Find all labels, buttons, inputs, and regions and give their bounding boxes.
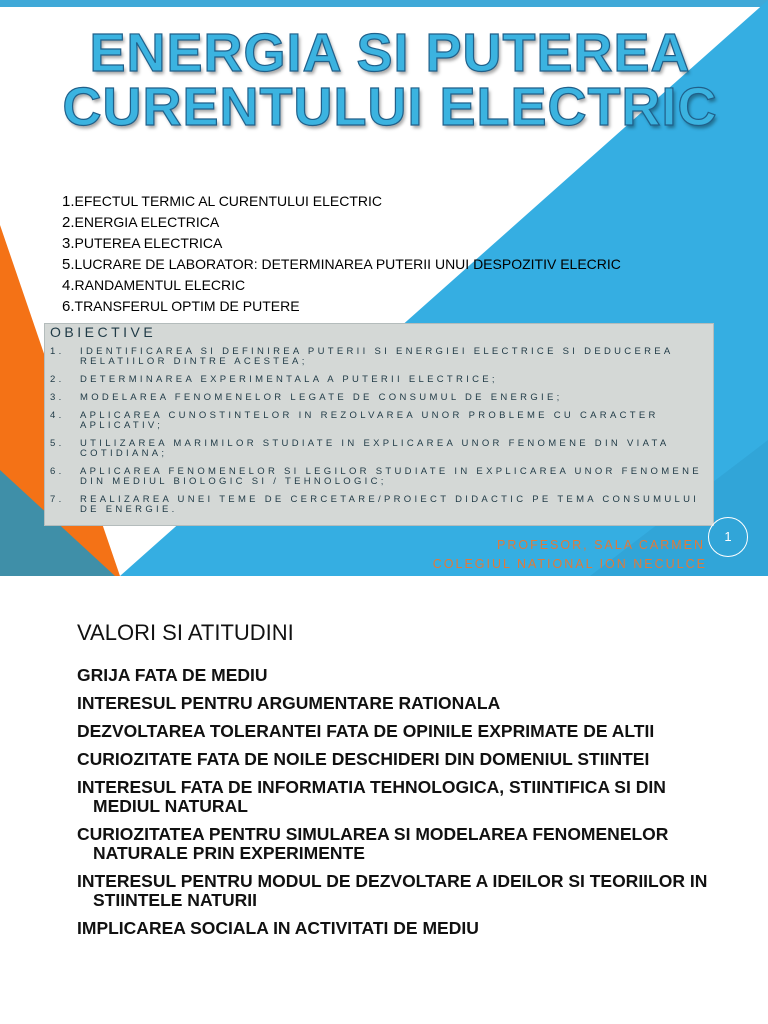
slide-2: [0, 576, 768, 1024]
objective-item: 3. MODELAREA FENOMENELOR LEGATE DE CONSUMUL DE ENERGIE;: [50, 392, 563, 403]
objective-item: 5. UTILIZAREA MARIMILOR STUDIATE IN EXPLICAREA UNOR FENOMENE DIN VIATA COTIDIANA;: [50, 438, 670, 459]
objective-item: 1. IDENTIFICAREA SI DEFINIREA PUTERII SI ENERGIEI ELECTRICE SI DEDUCEREA RELATIILOR DINTRE ACESTEA;: [50, 346, 673, 367]
value-item: CURIOZITATEA PENTRU SIMULAREA SI MODELAREA FENOMENELOR NATURALE PRIN EXPERIMENTE: [77, 824, 669, 863]
objective-item: 2. DETERMINAREA EXPERIMENTALA A PUTERII ELECTRICE;: [50, 374, 498, 385]
value-item: DEZVOLTAREA TOLERANTEI FATA DE OPINILE EXPRIMATE DE ALTII: [77, 721, 655, 741]
toc-item: 5.LUCRARE DE LABORATOR: DETERMINAREA PUTERII UNUI DESPOZITIV ELECRIC: [62, 256, 621, 273]
title-line-2: CURENTULUI ELECTRIC: [62, 77, 718, 137]
value-item: INTERESUL PENTRU ARGUMENTARE RATIONALA: [77, 693, 501, 713]
toc-item: 1.EFECTUL TERMIC AL CURENTULUI ELECTRIC: [62, 193, 383, 210]
objectives-box: [44, 323, 714, 526]
slide-title: [60, 23, 720, 137]
table-of-contents: [62, 191, 621, 317]
value-item: GRIJA FATA DE MEDIU: [77, 665, 268, 685]
author-block: [433, 536, 705, 574]
title-line-1: ENERGIA SI PUTEREA: [89, 23, 691, 83]
page-number-badge: 1: [708, 517, 748, 557]
author-name: PROFESOR, SALA CARMEN: [496, 538, 705, 552]
toc-item: 6.TRANSFERUL OPTIM DE PUTERE: [62, 298, 300, 315]
objectives-list: [50, 347, 705, 523]
value-item: IMPLICAREA SOCIALA IN ACTIVITATI DE MEDIU: [77, 918, 479, 938]
school-name: COLEGIUL NATIONAL ION NECULCE: [432, 557, 707, 571]
toc-item: 3.PUTEREA ELECTRICA: [62, 235, 223, 252]
toc-item: 2.ENERGIA ELECTRICA: [62, 214, 220, 231]
objectives-title: OBIECTIVE: [50, 324, 157, 340]
values-list: [77, 666, 717, 947]
value-item: CURIOZITATE FATA DE NOILE DESCHIDERI DIN DOMENIUL STIINTEI: [77, 749, 650, 769]
objective-item: 4. APLICAREA CUNOSTINTELOR IN REZOLVAREA UNOR PROBLEME CU CARACTER APLICATIV;: [50, 410, 659, 431]
value-item: INTERESUL PENTRU MODUL DE DEZVOLTARE A IDEILOR SI TEORIILOR IN STIINTELE NATURII: [77, 871, 708, 910]
objective-item: 6. APLICAREA FENOMENELOR SI LEGILOR STUDIATE IN EXPLICAREA UNOR FENOMENE DIN MEDIUL BIOLOGIC SI / TEHNOLOGIC;: [50, 466, 702, 487]
toc-item: 4.RANDAMENTUL ELECRIC: [62, 277, 246, 294]
value-item: INTERESUL FATA DE INFORMATIA TEHNOLOGICA, STIINTIFICA SI DIN MEDIUL NATURAL: [77, 777, 666, 816]
objective-item: 7. REALIZAREA UNEI TEME DE CERCETARE/PROIECT DIDACTIC PE TEMA CONSUMULUI DE ENERGIE.: [50, 494, 700, 515]
values-title: VALORI SI ATITUDINI: [77, 620, 294, 645]
